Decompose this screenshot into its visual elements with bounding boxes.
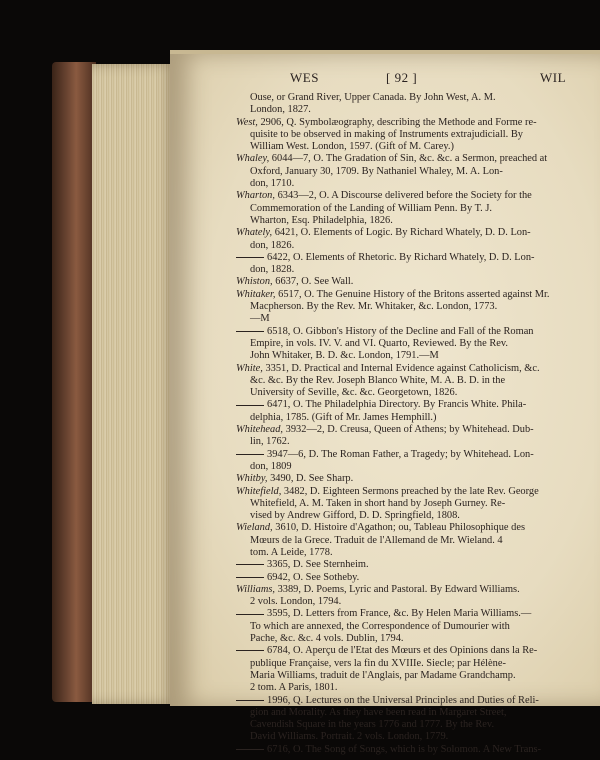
entry-text: 6471, O. The Philadelphia Directory. By Francis White. Phila- <box>267 399 527 411</box>
entry-text: 6044—7, O. The Gradation of Sin, &c. &c. a Sermon, preached at <box>271 153 548 165</box>
entry-line <box>236 584 582 596</box>
catalog-entries <box>236 92 582 756</box>
entry-line <box>236 719 582 731</box>
entry-text: Empire, in vols. IV. V. and VI. Quarto, Reviewed. By the Rev. <box>250 337 509 349</box>
entry-line <box>236 289 582 301</box>
entry-text: 6784, O. Aperçu de l'Etat des Mœurs et des Opinions dans la Re- <box>267 645 538 657</box>
entry-text: lin, 1762. <box>250 436 290 448</box>
entry-text: 2906, Q. Symbolæography, describing the Methode and Forme re- <box>260 116 537 128</box>
entry-line <box>236 633 582 645</box>
entry-text: University of Seville, &c. &c. Georgetown, 1826. <box>250 387 458 399</box>
entry-text: publique Française, vers la fin du XVIIIe. Siecle; par Hélène- <box>250 657 506 669</box>
entry-text: London, 1827. <box>250 104 311 116</box>
entry-text: don, 1826. <box>250 239 295 251</box>
entry-line <box>236 92 582 104</box>
entry-line <box>236 104 582 116</box>
book-spine <box>52 62 96 702</box>
catalog-entry-white2 <box>236 399 582 424</box>
entry-text: 3351, D. Practical and Internal Evidence against Catholicism, &c. <box>265 362 540 374</box>
ditto-dash <box>236 564 264 565</box>
entry-line <box>236 498 582 510</box>
catalog-entry-whitefield <box>236 486 582 523</box>
entry-author: White, <box>236 362 263 374</box>
entry-line <box>236 350 582 362</box>
entry-line <box>236 731 582 743</box>
entry-line <box>236 608 582 620</box>
entry-line <box>236 166 582 178</box>
running-head-left: WES <box>290 70 319 85</box>
entry-line <box>236 153 582 165</box>
catalog-entry-whately1 <box>236 227 582 252</box>
entry-line <box>236 141 582 153</box>
entry-line <box>236 707 582 719</box>
entry-text: vised by Andrew Gifford, D. D. Springfield, 1808. <box>250 510 460 522</box>
entry-line <box>236 399 582 411</box>
entry-text: 6422, O. Elements of Rhetoric. By Richard Whately, D. D. Lon- <box>267 251 535 263</box>
entry-line <box>236 436 582 448</box>
entry-line <box>236 535 582 547</box>
entry-text: don, 1828. <box>250 264 295 276</box>
catalog-entry-whaley <box>236 153 582 190</box>
entry-text: 6517, O. The Genuine History of the Britons asserted against Mr. <box>278 288 550 300</box>
entry-text: —M <box>250 313 270 325</box>
catalog-entry-whately2 <box>236 252 582 277</box>
entry-text: 6942, O. See Sotheby. <box>267 571 360 583</box>
entry-line <box>236 215 582 227</box>
entry-line <box>236 338 582 350</box>
ditto-dash <box>236 577 264 578</box>
running-head-right: WIL <box>540 70 567 85</box>
entry-text: Commemoration of the Landing of William Penn. By T. J. <box>250 202 493 214</box>
entry-text: To which are annexed, the Correspondence of Dumourier with <box>250 620 510 632</box>
ditto-dash <box>236 454 264 455</box>
entry-author: Whiston, <box>236 276 273 288</box>
entry-text: 3595, D. Letters from France, &c. By Helen Maria Williams.— <box>267 608 532 620</box>
entry-line <box>236 129 582 141</box>
entry-author: Whitehead, <box>236 424 284 436</box>
ditto-dash <box>236 700 264 701</box>
entry-line <box>236 461 582 473</box>
entry-line <box>236 473 582 485</box>
entry-line <box>236 203 582 215</box>
entry-line <box>236 670 582 682</box>
catalog-entry-wharton <box>236 190 582 227</box>
entry-text: Maria Williams, traduit de l'Anglais, par Madame Grandchamp. <box>250 669 516 681</box>
entry-text: Ouse, or Grand River, Upper Canada. By John West, A. M. <box>250 92 496 103</box>
entry-line <box>236 326 582 338</box>
catalog-entry-whitehead1 <box>236 424 582 449</box>
entry-text: 3389, D. Poems, Lyric and Pastoral. By Edward Williams. <box>277 583 520 595</box>
entry-text: Wharton, Esq. Philadelphia, 1826. <box>250 214 393 226</box>
catalog-entry-whitehead2 <box>236 449 582 474</box>
entry-line <box>236 682 582 694</box>
ditto-dash <box>236 331 264 332</box>
entry-line <box>236 313 582 325</box>
entry-text: 6343—2, O. A Discourse delivered before the Society for the <box>277 190 532 202</box>
catalog-entry-whiston <box>236 276 582 288</box>
page-number: [ 92 ] <box>386 70 418 85</box>
catalog-entry-williams2 <box>236 608 582 645</box>
entry-line <box>236 744 582 756</box>
entry-text: 2 tom. A Paris, 1801. <box>250 682 338 694</box>
entry-line <box>236 486 582 498</box>
entry-text: David Williams. Portrait. 2 vols. London, 1779. <box>250 731 449 743</box>
entry-text: Oxford, January 30, 1709. By Nathaniel Whaley, M. A. Lon- <box>250 165 503 177</box>
entry-text: 3482, D. Eighteen Sermons preached by the late Rev. George <box>283 485 539 497</box>
entry-text: 3932—2, D. Creusa, Queen of Athens; by Whitehead. Dub- <box>285 424 534 436</box>
entry-line <box>236 424 582 436</box>
entry-author: Whately, <box>236 227 273 239</box>
entry-text: 3490, D. See Sharp. <box>270 473 354 485</box>
entry-text: 6421, O. Elements of Logic. By Richard Whately, D. D. Lon- <box>274 227 531 239</box>
entry-text: 6518, O. Gibbon's History of the Decline and Fall of the Roman <box>267 325 534 337</box>
entry-author: Whitefield, <box>236 485 282 497</box>
entry-text: Mœurs de la Grece. Traduit de l'Allemand de Mr. Wieland. 4 <box>250 534 503 546</box>
entry-author: West, <box>236 116 258 128</box>
entry-line <box>236 658 582 670</box>
catalog-entry-whitaker1 <box>236 289 582 326</box>
entry-text: 6716, O. The Song of Songs, which is by Solomon. A New Trans- <box>267 743 542 755</box>
entry-line <box>236 510 582 522</box>
entry-line <box>236 264 582 276</box>
entry-text: &c. &c. By the Rev. Joseph Blanco White, M. A. B. D. in the <box>250 374 506 386</box>
catalog-entry-wieland1 <box>236 522 582 559</box>
entry-line <box>236 695 582 707</box>
entry-line <box>236 190 582 202</box>
ditto-dash <box>236 257 264 258</box>
entry-text: don, 1809 <box>250 460 292 472</box>
ditto-dash <box>236 650 264 651</box>
entry-author: Wharton, <box>236 190 275 202</box>
entry-line <box>236 227 582 239</box>
entry-line <box>236 645 582 657</box>
entry-line <box>236 621 582 633</box>
entry-author: Wieland, <box>236 522 273 534</box>
catalog-entry-west <box>236 117 582 154</box>
entry-text: Pache, &c. &c. 4 vols. Dublin, 1794. <box>250 633 404 645</box>
entry-text: John Whitaker, B. D. &c. London, 1791.—M <box>250 350 439 362</box>
entry-text: Cavendish Square in the years 1776 and 1777. By the Rev. <box>250 719 495 731</box>
entry-text: 3365, D. See Sternheim. <box>267 559 369 571</box>
entry-line <box>236 301 582 313</box>
entry-text: 6637, O. See Wall. <box>275 276 354 288</box>
entry-author: Whitaker, <box>236 288 276 300</box>
catalog-entry-williams3 <box>236 645 582 694</box>
entry-line <box>236 559 582 571</box>
entry-text: don, 1710. <box>250 178 295 190</box>
entry-line <box>236 449 582 461</box>
catalog-entry-williams5 <box>236 744 582 756</box>
catalog-entry-whitaker2 <box>236 326 582 363</box>
entry-text: 1996, Q. Lectures on the Universal Principles and Duties of Reli- <box>267 694 539 706</box>
entry-line <box>236 240 582 252</box>
entry-line <box>236 276 582 288</box>
ditto-dash <box>236 749 264 750</box>
entry-line <box>236 412 582 424</box>
catalog-entry-ouse <box>236 92 582 117</box>
catalog-entry-williams4 <box>236 695 582 744</box>
entry-text: delphia, 1785. (Gift of Mr. James Hemphill.) <box>250 411 437 423</box>
ditto-dash <box>236 614 264 615</box>
entry-line <box>236 375 582 387</box>
entry-author: Williams, <box>236 583 275 595</box>
entry-text: Macpherson. By the Rev. Mr. Whitaker, &c. London, 1773. <box>250 301 498 313</box>
entry-line <box>236 596 582 608</box>
ditto-dash <box>236 405 264 406</box>
entry-text: quisite to be observed in making of Instruments extrajudiciall. By <box>250 128 523 140</box>
entry-author: Whaley, <box>236 153 270 165</box>
entry-text: 3610, D. Histoire d'Agathon; ou, Tableau Philosophique des <box>275 522 525 534</box>
entry-line <box>236 572 582 584</box>
entry-line <box>236 522 582 534</box>
catalog-entry-whitby <box>236 473 582 485</box>
entry-text: gion and Morality. As they have been read in Margaret Street, <box>250 706 507 718</box>
entry-line <box>236 178 582 190</box>
page-edges <box>92 64 178 704</box>
catalog-entry-wieland2 <box>236 559 582 571</box>
entry-line <box>236 117 582 129</box>
catalog-entry-williams1 <box>236 584 582 609</box>
entry-line <box>236 363 582 375</box>
entry-line <box>236 387 582 399</box>
catalog-entry-wieland3 <box>236 572 582 584</box>
entry-text: 2 vols. London, 1794. <box>250 596 342 608</box>
entry-line <box>236 252 582 264</box>
entry-text: Whitefield, A. M. Taken in short hand by Joseph Gurney. Re- <box>250 497 506 509</box>
entry-text: 3947—6, D. The Roman Father, a Tragedy; by Whitehead. Lon- <box>267 448 534 460</box>
entry-text: William West. London, 1597. (Gift of M. Carey.) <box>250 141 454 153</box>
entry-author: Whitby, <box>236 473 268 485</box>
entry-line <box>236 547 582 559</box>
catalog-entry-white1 <box>236 363 582 400</box>
entry-text: tom. A Leide, 1778. <box>250 546 333 558</box>
